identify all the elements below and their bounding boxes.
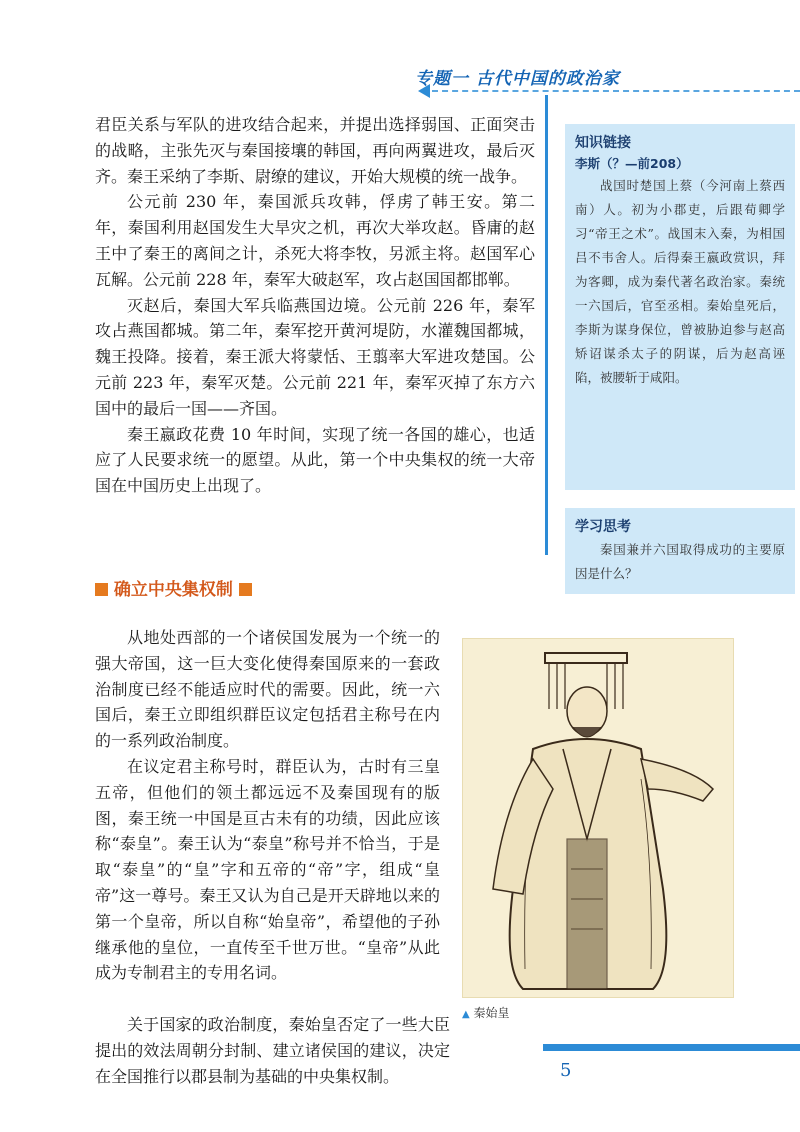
knowledge-link-subtitle: 李斯（？—前208）	[575, 156, 689, 171]
knowledge-link-title: 知识链接	[575, 135, 631, 151]
section-text-final	[95, 1012, 450, 1089]
paragraph: 君臣关系与军队的进攻结合起来，并提出选择弱国、正面突击的战略，主张先灭与秦国接壤的韩国，再向两翼进攻，最后灭齐。秦王采纳了李斯、尉缭的建议，开始大规模的统一战争。	[95, 115, 535, 186]
header-dashed-rule	[432, 90, 800, 92]
knowledge-link-box	[565, 124, 795, 490]
header-arrow-icon	[418, 84, 430, 98]
footer-bar	[543, 1044, 800, 1051]
triangle-marker-icon: ▲	[462, 1009, 470, 1020]
emperor-portrait-icon	[463, 639, 733, 997]
section-text	[95, 625, 440, 986]
figure-caption	[462, 1004, 510, 1021]
knowledge-link-body: 战国时楚国上蔡（今河南上蔡西南）人。初为小郡吏，后跟荀卿学习“帝王之术”。战国末入秦，为相国吕不韦舍人。后得秦王嬴政赏识，拜为客卿，成为秦代著名政治家。秦统一六国后，官至丞相。秦始皇死后，李斯为谋身保位，曾被胁迫参与赵高矫诏谋杀太子的阴谋，后为赵高诬陷，被腰斩于咸阳。	[575, 178, 785, 385]
running-header-title: 专题一 古代中国的政治家	[415, 69, 620, 89]
sidebar-divider	[545, 95, 548, 555]
page-header	[0, 0, 800, 100]
main-text	[95, 112, 535, 499]
paragraph: 秦王嬴政花费 10 年时间，实现了统一各国的雄心，也适应了人民要求统一的愿望。从此，第一个中央集权的统一大帝国在中国历史上出现了。	[95, 424, 535, 496]
paragraph: 公元前 230 年，秦国派兵攻韩，俘虏了韩王安。第二年，秦国利用赵国发生大旱灾之机，再次大举攻赵。昏庸的赵王中了秦王的离间之计，杀死大将李牧，另派主将。赵国军心瓦解。公元前 228 年，秦军大破赵军，攻占赵国国都邯郸。	[95, 192, 535, 289]
paragraph: 关于国家的政治制度，秦始皇否定了一些大臣提出的效法周朝分封制、建立诸侯国的建议，决定在全国推行以郡县制为基础的中央集权制。	[95, 1015, 450, 1086]
paragraph: 从地处西部的一个诸侯国发展为一个统一的强大帝国，这一巨大变化使得秦国原来的一套政治制度已经不能适应时代的需要。因此，统一六国后，秦王立即组织群臣议定包括君主称号在内的一系列政治制度。	[95, 628, 440, 751]
page-number: 5	[560, 1060, 572, 1081]
qin-shihuang-illustration	[462, 638, 734, 998]
section-heading-text: 确立中央集权制	[113, 580, 233, 600]
square-bullet-icon	[95, 583, 108, 596]
paragraph: 在议定君主称号时，群臣认为，古时有三皇五帝，但他们的领土都远远不及秦国现有的版图，秦王统一中国是亘古未有的功绩，因此应该称“泰皇”。秦王认为“泰皇”称号并不恰当，于是取“泰皇”的“皇”字和五帝的“帝”字，组成“皇帝”这一尊号。秦王又认为自己是开天辟地以来的第一个皇帝，所以自称“始皇帝”，希望他的子孙继承他的皇位，一直传至千世万世。“皇帝”从此成为专制君主的专用名词。	[95, 756, 440, 983]
study-think-box	[565, 508, 795, 594]
study-think-body: 秦国兼并六国取得成功的主要原因是什么？	[575, 542, 785, 581]
study-think-title: 学习思考	[575, 519, 631, 535]
figure-caption-text: 秦始皇	[473, 1006, 510, 1020]
paragraph: 灭赵后，秦国大军兵临燕国边境。公元前 226 年，秦军攻占燕国都城。第二年，秦军挖开黄河堤防，水灌魏国都城，魏王投降。接着，秦王派大将蒙恬、王翦率大军进攻楚国。公元前 223 年，秦军灭楚。公元前 221 年，秦军灭掉了东方六国中的最后一国——齐国。	[95, 295, 535, 418]
square-bullet-icon	[239, 583, 252, 596]
section-heading	[95, 575, 252, 600]
